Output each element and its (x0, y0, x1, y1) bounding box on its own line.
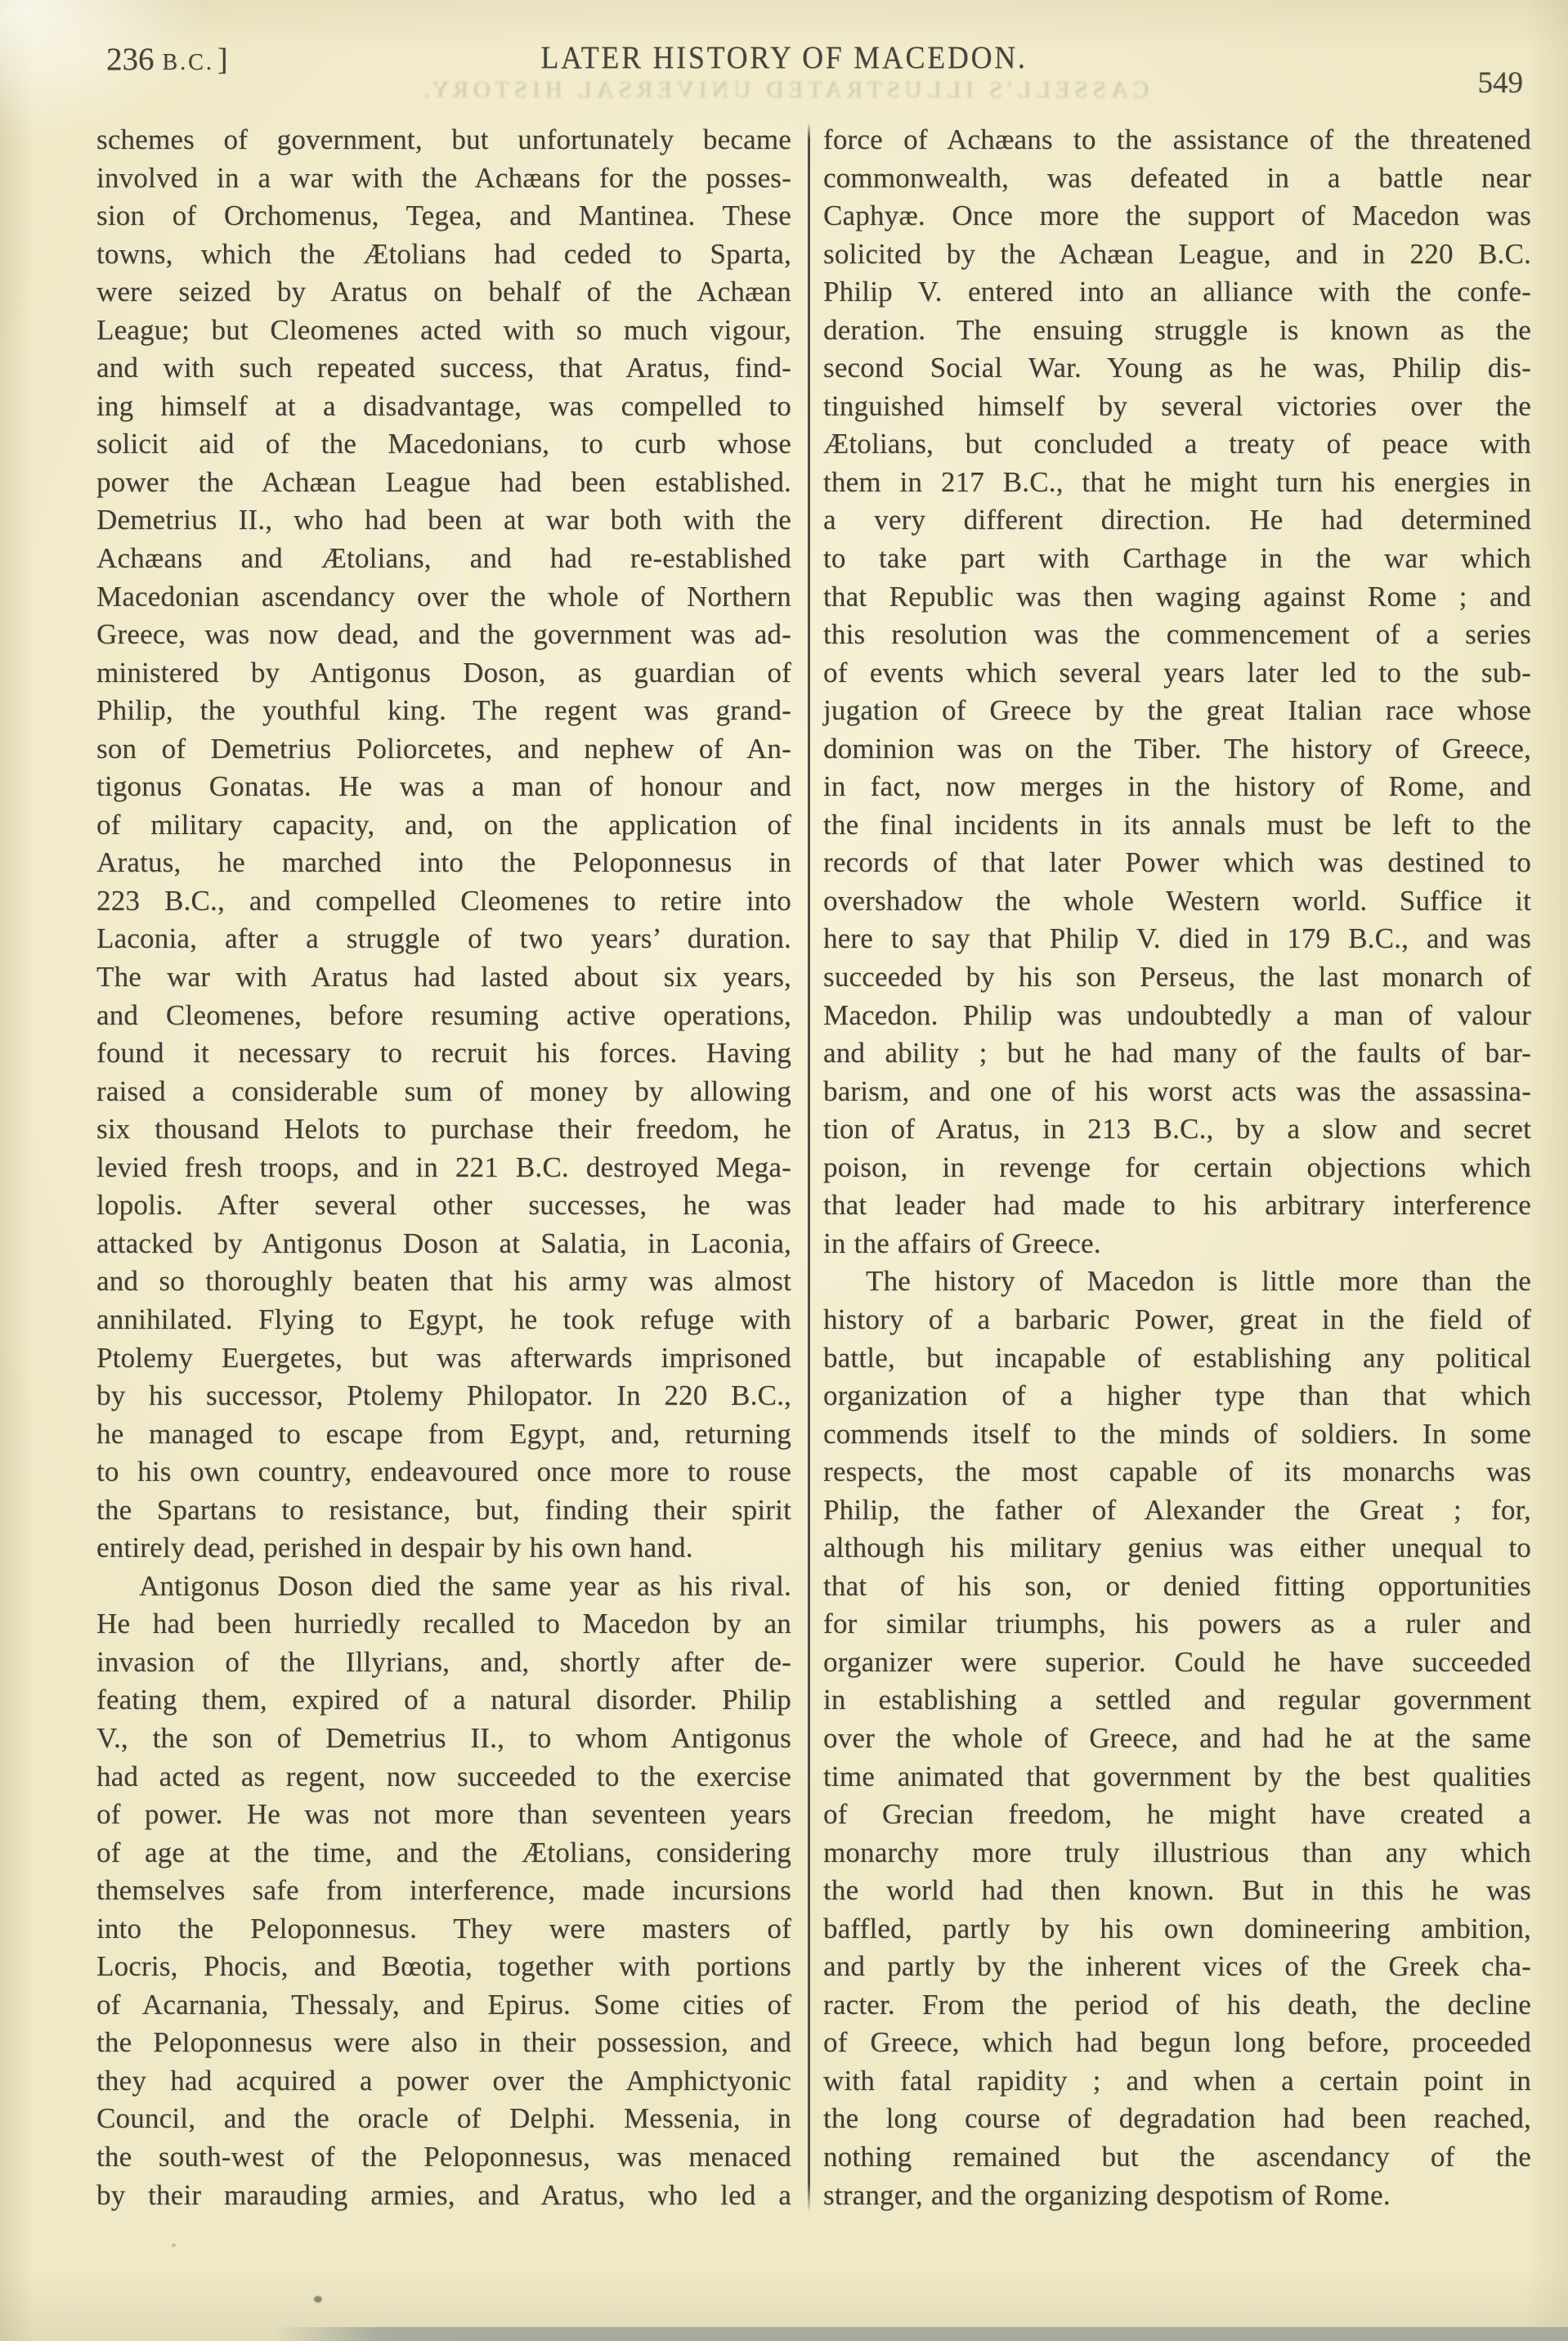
ink-speck (314, 2296, 322, 2303)
scan-bottom-edge (274, 2327, 1568, 2341)
text-line: Laconia, after a struggle of two years’ duration. (96, 922, 791, 955)
text-line: tigonus Gonatas. He was a man of honour and (96, 770, 791, 803)
text-line: deration. The ensuing struggle is known as the (823, 313, 1531, 346)
text-line: organizer were superior. Could he have succeeded (823, 1645, 1531, 1678)
text-line: V., the son of Demetrius II., to whom Antigonus (96, 1721, 791, 1754)
text-line: Philip, the youthful king. The regent was grand- (96, 694, 791, 727)
page-title: LATER HISTORY OF MACEDON. (540, 40, 1028, 75)
text-line: the Peloponnesus were also in their possession, and (96, 2026, 791, 2059)
text-line: by their marauding armies, and Aratus, who led a (96, 2178, 791, 2211)
text-line: for similar triumphs, his powers as a ruler and (823, 1608, 1531, 1640)
text-line: and with such repeated success, that Aratus, find- (96, 352, 791, 384)
text-line: baffled, partly by his own domineering ambition, (823, 1912, 1531, 1944)
text-line: the south-west of the Peloponnesus, was menaced (96, 2140, 791, 2173)
text-line: over the whole of Greece, and had he at the same (823, 1721, 1531, 1754)
text-line: of Grecian freedom, he might have created a (823, 1798, 1531, 1831)
text-line: solicited by the Achæan League, and in 220 B.C. (823, 237, 1531, 270)
text-line: ministered by Antigonus Doson, as guardian of (96, 656, 791, 688)
text-line: the Spartans to resistance, but, finding their spirit (96, 1493, 791, 1526)
text-line: they had acquired a power over the Amphictyonic (96, 2064, 791, 2097)
text-line: Antigonus Doson died the same year as his rival. (139, 1569, 791, 1602)
text-line: force of Achæans to the assistance of the threatened (823, 123, 1531, 155)
text-line: 223 B.C., and compelled Cleomenes to retire into (96, 884, 791, 917)
text-line: to take part with Carthage in the war which (823, 542, 1531, 575)
text-line: and partly by the inherent vices of the Greek cha- (823, 1950, 1531, 1983)
text-line: jugation of Greece by the great Italian race whose (823, 694, 1531, 727)
page-number: 549 (1477, 66, 1523, 100)
text-line: time animated that government by the best qualities (823, 1760, 1531, 1792)
text-line: The war with Aratus had lasted about six years, (96, 961, 791, 993)
text-line: raised a considerable sum of money by allowing (96, 1074, 791, 1107)
column-divider-rule (808, 123, 810, 2213)
text-line: with fatal rapidity ; and when a certain point in (823, 2064, 1531, 2097)
text-line: had acted as regent, now succeeded to the exercise (96, 1760, 791, 1792)
text-line: of power. He was not more than seventeen years (96, 1798, 791, 1831)
text-line: history of a barbaric Power, great in the field of (823, 1303, 1531, 1335)
text-line: ing himself at a disadvantage, was compelled to (96, 389, 791, 422)
text-line: feating them, expired of a natural disorder. Philip (96, 1684, 791, 1716)
text-line: although his military genius was either unequal to (823, 1532, 1531, 1564)
text-line: barism, and one of his worst acts was the assassina- (823, 1074, 1531, 1107)
running-head-bracket: ] (217, 43, 228, 77)
text-line: succeeded by his son Perseus, the last monarch of (823, 961, 1531, 993)
text-line: second Social War. Young as he was, Philip dis- (823, 352, 1531, 384)
text-line: sion of Orchomenus, Tegea, and Mantinea. These (96, 200, 791, 232)
text-line: records of that later Power which was destined to (823, 846, 1531, 879)
text-line: League; but Cleomenes acted with so much vigour, (96, 313, 791, 346)
text-line: were seized by Aratus on behalf of the Achæan (96, 276, 791, 308)
text-line: of military capacity, and, on the application of (96, 808, 791, 841)
text-line: commonwealth, was defeated in a battle near (823, 161, 1531, 194)
text-line: the world had then known. But in this he was (823, 1874, 1531, 1907)
text-line: battle, but incapable of establishing any political (823, 1341, 1531, 1374)
text-line: of Greece, which had begun long before, proceeded (823, 2026, 1531, 2059)
text-line: nothing remained but the ascendancy of the (823, 2140, 1531, 2173)
text-line: tion of Aratus, in 213 B.C., by a slow and secret (823, 1113, 1531, 1146)
text-line: entirely dead, perished in despair by his own hand. (96, 1532, 693, 1564)
text-line: found it necessary to recruit his forces. Having (96, 1037, 791, 1070)
text-line: in the affairs of Greece. (823, 1227, 1101, 1259)
ink-speck (172, 2244, 176, 2247)
text-line: by his successor, Ptolemy Philopator. In 220 B.C., (96, 1379, 791, 1412)
text-line: organization of a higher type than that which (823, 1379, 1531, 1412)
text-line: in establishing a settled and regular government (823, 1684, 1531, 1716)
text-line: lopolis. After several other successes, he was (96, 1189, 791, 1222)
text-line: a very different direction. He had determined (823, 504, 1531, 536)
text-line: Caphyæ. Once more the support of Macedon was (823, 200, 1531, 232)
text-line: them in 217 B.C., that he might turn his energies in (823, 465, 1531, 498)
left-column (96, 121, 791, 2214)
text-line: power the Achæan League had been established. (96, 465, 791, 498)
text-line: overshadow the whole Western world. Suffice it (823, 884, 1531, 917)
text-line: attacked by Antigonus Doson at Salatia, in Laconia, (96, 1227, 791, 1259)
text-line: Ptolemy Euergetes, but was afterwards imprisoned (96, 1341, 791, 1374)
text-line: the final incidents in its annals must be left to the (823, 808, 1531, 841)
text-line: Greece, was now dead, and the government was ad- (96, 618, 791, 651)
text-line: invasion of the Illyrians, and, shortly after de- (96, 1645, 791, 1678)
text-line: and so thoroughly beaten that his army was almost (96, 1265, 791, 1298)
text-line: Aratus, he marched into the Peloponnesus in (96, 846, 791, 879)
text-line: in fact, now merges in the history of Rome, and (823, 770, 1531, 803)
text-line: monarchy more truly illustrious than any which (823, 1836, 1531, 1868)
text-line: Philip V. entered into an alliance with the confe- (823, 276, 1531, 308)
text-line: dominion was on the Tiber. The history of Greece, (823, 732, 1531, 765)
text-line: solicit aid of the Macedonians, to curb whose (96, 428, 791, 460)
right-column (823, 121, 1531, 2214)
text-line: here to say that Philip V. died in 179 B.C., and was (823, 922, 1531, 955)
text-line: Council, and the oracle of Delphi. Messenia, in (96, 2102, 791, 2135)
text-line: that Republic was then waging against Rome ; and (823, 580, 1531, 612)
text-line: Demetrius II., who had been at war both with the (96, 504, 791, 536)
text-line: levied fresh troops, and in 221 B.C. destroyed Mega- (96, 1150, 791, 1183)
text-line: schemes of government, but unfortunately became (96, 123, 791, 155)
text-line: tinguished himself by several victories over the (823, 389, 1531, 422)
text-line: Achæans and Ætolians, and had re-established (96, 542, 791, 575)
running-head-year: 236 (106, 42, 155, 77)
text-line: commends itself to the minds of soldiers. In some (823, 1417, 1531, 1450)
text-line: son of Demetrius Poliorcetes, and nephew of An- (96, 732, 791, 765)
text-line: of Acarnania, Thessaly, and Epirus. Some cities of (96, 1988, 791, 2020)
text-line: to his own country, endeavoured once more to rouse (96, 1455, 791, 1488)
text-line: he managed to escape from Egypt, and, returning (96, 1417, 791, 1450)
text-line: poison, in revenge for certain objections which (823, 1150, 1531, 1183)
text-line: respects, the most capable of its monarchs was (823, 1455, 1531, 1488)
text-line: racter. From the period of his death, the decline (823, 1988, 1531, 2020)
text-line: and Cleomenes, before resuming active operations, (96, 998, 791, 1031)
text-line: themselves safe from interference, made incursions (96, 1874, 791, 1907)
text-line: Macedonian ascendancy over the whole of Northern (96, 580, 791, 612)
text-line: He had been hurriedly recalled to Macedon by an (96, 1608, 791, 1640)
text-line: that leader had made to his arbitrary interference (823, 1189, 1531, 1222)
text-line: Ætolians, but concluded a treaty of peace with (823, 428, 1531, 460)
text-line: Philip, the father of Alexander the Great ; for, (823, 1493, 1531, 1526)
text-line: Locris, Phocis, and Bœotia, together with portions (96, 1950, 791, 1983)
text-line: The history of Macedon is little more than the (866, 1265, 1531, 1298)
text-line: towns, which the Ætolians had ceded to Sparta, (96, 237, 791, 270)
text-line: six thousand Helots to purchase their freedom, he (96, 1113, 791, 1146)
text-line: that of his son, or denied fitting opportunities (823, 1569, 1531, 1602)
text-line: and ability ; but he had many of the faults of bar- (823, 1037, 1531, 1070)
running-head-date (106, 41, 228, 78)
showthrough-title: CASSELL'S ILLUSTRATED UNIVERSAL HISTORY. (419, 77, 1149, 103)
text-line: annihilated. Flying to Egypt, he took refuge with (96, 1303, 791, 1335)
text-line: of events which several years later led to the sub- (823, 656, 1531, 688)
running-head-era: B.C. (162, 50, 214, 75)
text-line: involved in a war with the Achæans for the posses- (96, 161, 791, 194)
text-line: stranger, and the organizing despotism of Rome. (823, 2178, 1391, 2211)
text-line: of age at the time, and the Ætolians, considering (96, 1836, 791, 1868)
text-line: into the Peloponnesus. They were masters of (96, 1912, 791, 1944)
text-line: the long course of degradation had been reached, (823, 2102, 1531, 2135)
text-line: this resolution was the commencement of a series (823, 618, 1531, 651)
text-line: Macedon. Philip was undoubtedly a man of valour (823, 998, 1531, 1031)
